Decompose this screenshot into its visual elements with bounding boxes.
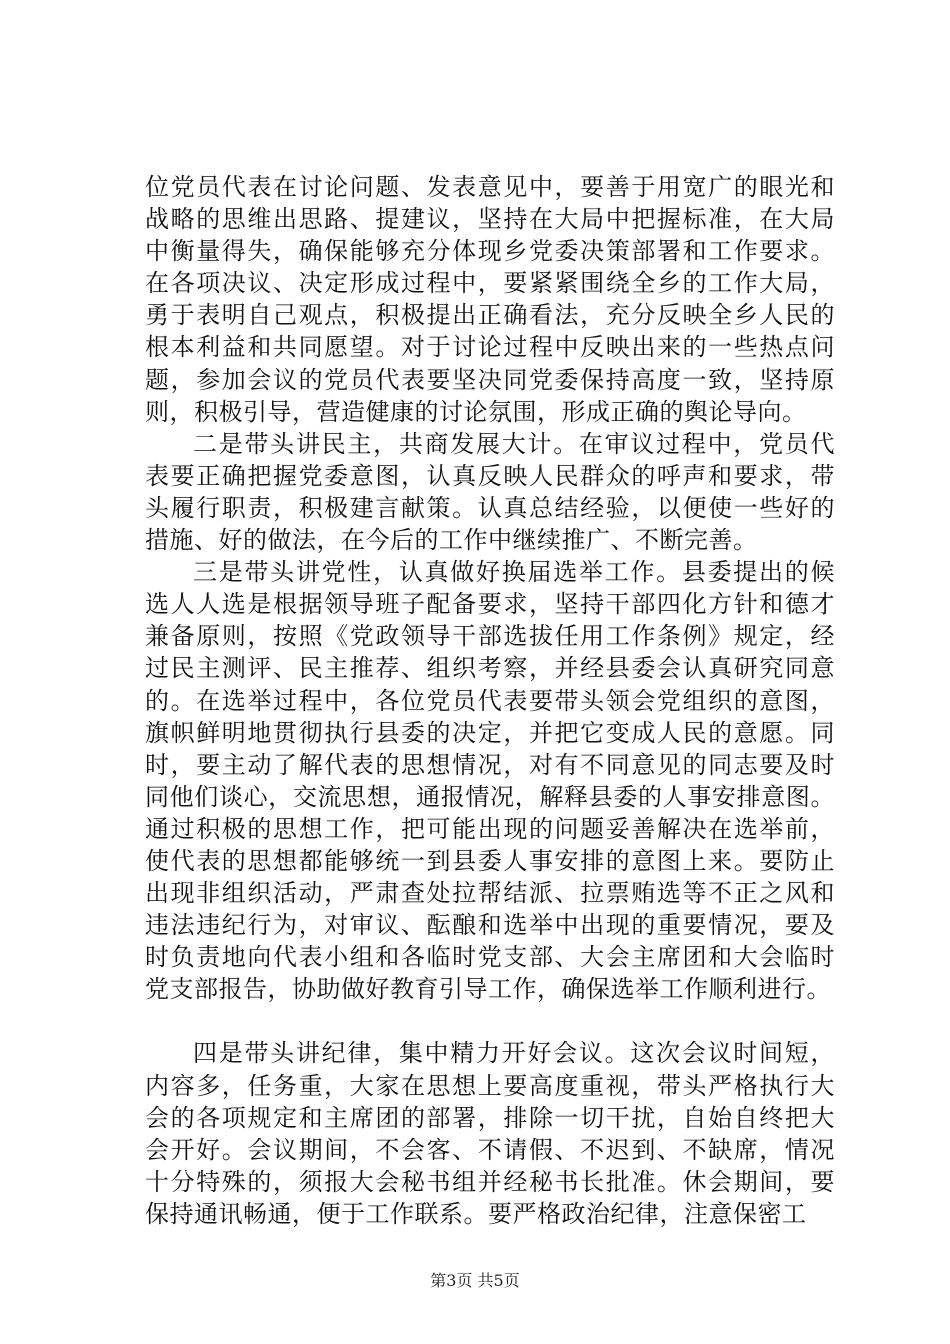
text-line: 党支部报告，协助做好教育引导工作，确保选举工作顺利进行。 (145, 975, 831, 1004)
page-footer: 第3页 共5页 (430, 1271, 520, 1290)
text-line: 十分特殊的，须报大会秘书组并经秘书长批准。休会期间，要 (145, 1167, 835, 1196)
document-body (145, 171, 835, 1230)
paragraph (145, 171, 835, 428)
text-line: 的。在选举过程中，各位党员代表要带头领会党组织的意图， (145, 686, 835, 715)
text-line: 四是带头讲纪律，集中精力开好会议。这次会议时间短， (193, 1039, 835, 1068)
text-line: 时负责地向代表小组和各临时党支部、大会主席团和大会临时 (145, 943, 835, 972)
text-line: 保持通讯畅通，便于工作联系。要严格政治纪律，注意保密工 (145, 1199, 807, 1228)
text-line: 出现非组织活动，严肃查处拉帮结派、拉票贿选等不正之风和 (145, 879, 835, 908)
text-line: 战略的思维出思路、提建议，坚持在大局中把握标准，在大局 (145, 205, 835, 234)
text-line: 位党员代表在讨论问题、发表意见中，要善于用宽广的眼光和 (145, 173, 835, 201)
text-line: 会的各项规定和主席团的部署，排除一切干扰，自始自终把大 (145, 1103, 835, 1132)
text-line: 二是带头讲民主，共商发展大计。在审议过程中，党员代 (193, 429, 835, 458)
text-line: 选人人选是根据领导班子配备要求，坚持干部四化方针和德才 (145, 590, 835, 619)
text-line: 旗帜鲜明地贯彻执行县委的决定，并把它变成人民的意愿。同 (145, 718, 835, 747)
text-line: 则，积极引导，营造健康的讨论氛围，形成正确的舆论导向。 (145, 397, 807, 426)
text-line: 违法违纪行为，对审议、酝酿和选举中出现的重要情况，要及 (145, 911, 835, 940)
text-line: 头履行职责，积极建言献策。认真总结经验，以便使一些好的 (145, 493, 835, 522)
text-line: 措施、好的做法，在今后的工作中继续推广、不断完善。 (145, 526, 758, 555)
text-line: 同他们谈心，交流思想，通报情况，解释县委的人事安排意图。 (145, 782, 835, 811)
paragraph (145, 1037, 835, 1230)
text-line: 过民主测评、民主推荐、组织考察，并经县委会认真研究同意 (145, 654, 835, 683)
text-line: 兼备原则，按照《党政领导干部选拔任用工作条例》规定，经 (145, 622, 835, 651)
text-line: 表要正确把握党委意图，认真反映人民群众的呼声和要求，带 (145, 461, 835, 490)
text-line: 勇于表明自己观点，积极提出正确看法，充分反映全乡人民的 (145, 301, 835, 330)
paragraph-gap (145, 1005, 835, 1037)
text-line: 会开好。会议期间，不会客、不请假、不迟到、不缺席，情况 (145, 1135, 835, 1164)
text-line: 通过积极的思想工作，把可能出现的问题妥善解决在选举前， (145, 814, 835, 843)
text-line: 在各项决议、决定形成过程中，要紧紧围绕全乡的工作大局， (145, 269, 835, 298)
text-line: 三是带头讲党性，认真做好换届选举工作。县委提出的候 (193, 558, 835, 587)
text-line: 时，要主动了解代表的思想情况，对有不同意见的同志要及时 (145, 750, 835, 779)
paragraph (145, 428, 835, 556)
text-line: 题，参加会议的党员代表要坚决同党委保持高度一致，坚持原 (145, 365, 835, 394)
text-line: 中衡量得失，确保能够充分体现乡党委决策部署和工作要求。 (145, 237, 835, 266)
text-line: 使代表的思想都能够统一到县委人事安排的意图上来。要防止 (145, 846, 835, 875)
text-line: 内容多，任务重，大家在思想上要高度重视，带头严格执行大 (145, 1071, 835, 1100)
text-line: 根本利益和共同愿望。对于讨论过程中反映出来的一些热点问 (145, 333, 835, 362)
paragraph (145, 556, 835, 1005)
